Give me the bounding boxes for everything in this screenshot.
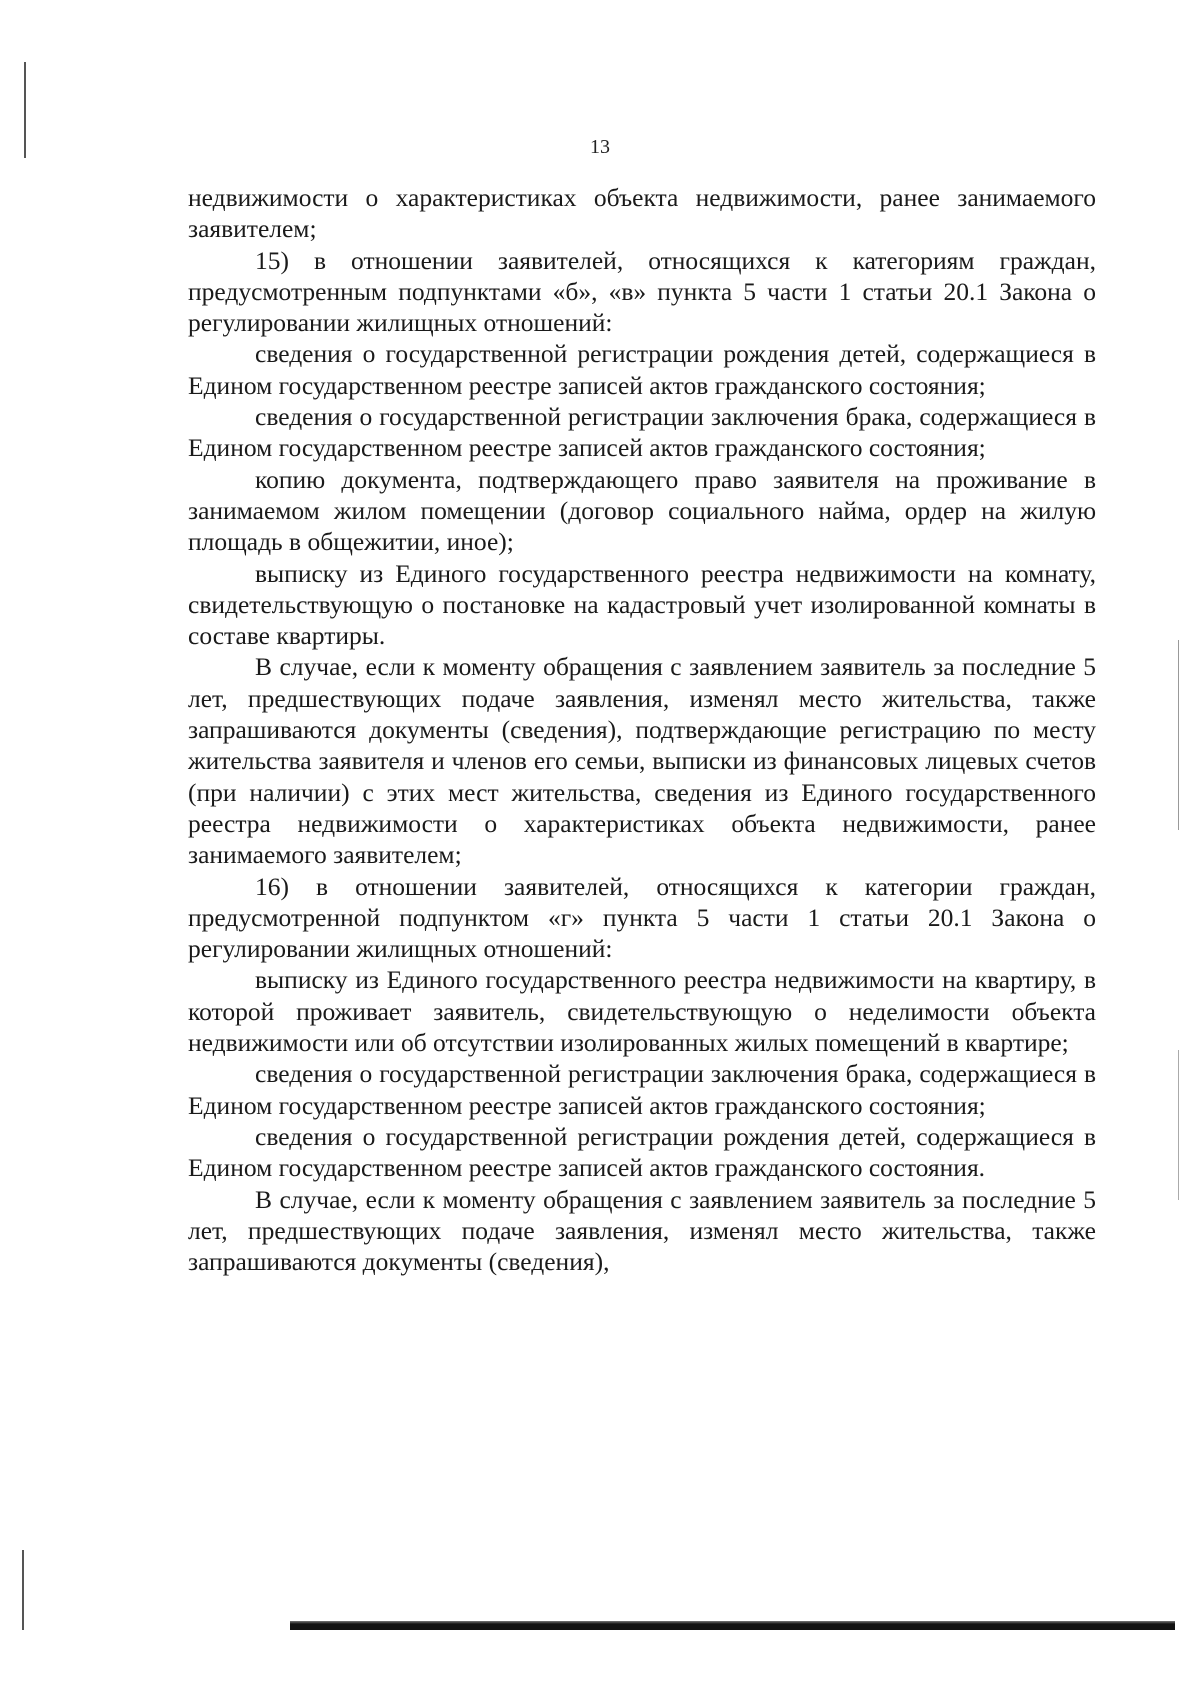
paragraph: недвижимости о характеристиках объекта недвижимости, ранее занимаемого заявителем; xyxy=(188,183,1096,244)
paragraph: В случае, если к моменту обращения с заявлением заявитель за последние 5 лет, предшествующих подаче заявления, изменял место жительства, также запрашиваются документы (сведения), xyxy=(188,1184,1096,1277)
scan-mark-left-bottom xyxy=(22,1550,24,1630)
paragraph: 15) в отношении заявителей, относящихся к категориям граждан, предусмотренным подпунктами «б», «в» пункта 5 части 1 статьи 20.1 Закона о регулировании жилищных отношений: xyxy=(188,245,1096,338)
paragraph: сведения о государственной регистрации рождения детей, содержащиеся в Едином государственном реестре записей актов гражданского состояния; xyxy=(188,339,1096,400)
paragraph: выписку из Единого государственного реестра недвижимости на квартиру, в которой проживает заявитель, свидетельствующую о неделимости объекта недвижимости или об отсутствии изолированных жилых помещений в квартире; xyxy=(188,965,1096,1058)
paragraph: копию документа, подтверждающего право заявителя на проживание в занимаемом жилом помещении (договор социального найма, ордер на жилую площадь в общежитии, иное); xyxy=(188,464,1096,557)
scan-bottom-bar xyxy=(290,1621,1175,1630)
paragraph: выписку из Единого государственного реестра недвижимости на комнату, свидетельствующую о постановке на кадастровый учет изолированной комнаты в составе квартиры. xyxy=(188,558,1096,651)
scan-mark-right xyxy=(1178,640,1179,830)
page-number: 13 xyxy=(590,136,610,158)
scan-mark-right-lower xyxy=(1178,1050,1179,1200)
paragraph: сведения о государственной регистрации рождения детей, содержащиеся в Едином государственном реестре записей актов гражданского состояния. xyxy=(188,1121,1096,1183)
paragraph: 16) в отношении заявителей, относящихся к категории граждан, предусмотренной подпунктом «г» пункта 5 части 1 статьи 20.1 Закона о регулировании жилищных отношений: xyxy=(188,871,1096,964)
paragraph: сведения о государственной регистрации заключения брака, содержащиеся в Едином государственном реестре записей актов гражданского состояния; xyxy=(188,1059,1096,1120)
paragraph: сведения о государственной регистрации заключения брака, содержащиеся в Едином государственном реестре записей актов гражданского состояния; xyxy=(188,402,1096,463)
document-body xyxy=(188,182,1096,1277)
paragraph: В случае, если к моменту обращения с заявлением заявитель за последние 5 лет, предшествующих подаче заявления, изменял место жительства, также запрашиваются документы (сведения), подтверждающие регистрацию по месту жительства заявителя и членов его семьи, выписки из финансовых лицевых счетов (при наличии) с этих мест жительства, сведения из Единого государственного реестра недвижимости о характеристиках объекта недвижимости, ранее занимаемого заявителем; xyxy=(188,652,1096,870)
